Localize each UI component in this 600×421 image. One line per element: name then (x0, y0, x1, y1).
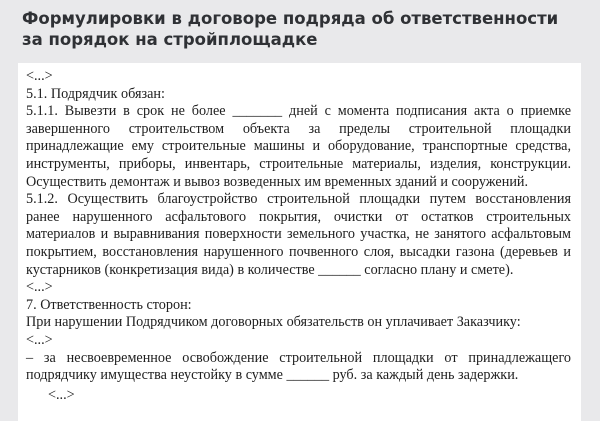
ellipsis-marker: <...> (26, 68, 53, 84)
contract-excerpt (26, 68, 571, 404)
penalty-intro: При нарушении Подрядчиком договорных обязательств он уплачивает Заказчику: (26, 314, 521, 331)
page-title: Формулировки в договоре подряда об ответственности за порядок на стройплощадке (22, 9, 559, 49)
section-7-heading: 7. Ответственность сторон: (26, 296, 192, 313)
clause-5-1-heading: 5.1. Подрядчик обязан: (26, 85, 165, 102)
ellipsis-marker: <...> (26, 331, 53, 348)
ellipsis-marker: <...> (48, 386, 75, 403)
clause-5-1-2: 5.1.2. Осуществить благоустройство строительной площадки путем восстановления ранее нарушенного асфальтового покрытия, очистки от остатков строительных материалов и выравнивания поверхности земельного участка, не занятого асфальтовым покрытием, восстановления нарушенного почвенного слоя, высадки газона (деревьев и кустарников (конкретизация вида) в количестве ______ согласно плану и смете). (26, 191, 571, 278)
ellipsis-marker: <...> (26, 279, 53, 296)
clause-5-1-1: 5.1.1. Вывезти в срок не более _______ дней с момента подписания акта о приемке завершенного строительством объекта за пределы строительной площадки принадлежащие ему строительные машины и оборудование, транспортные средства, инструменты, приборы, инвентарь, строительные материалы, изделия, конструкции. Осуществить демонтаж и вывоз возведенных им временных зданий и сооружений. (26, 103, 571, 190)
penalty-clause: – за несвоевременное освобождение строительной площадки от принадлежащего подрядчику имущества неустойку в сумме ______ руб. за каждый день задержки. (26, 349, 571, 384)
document-card (18, 63, 581, 421)
header (22, 8, 582, 50)
